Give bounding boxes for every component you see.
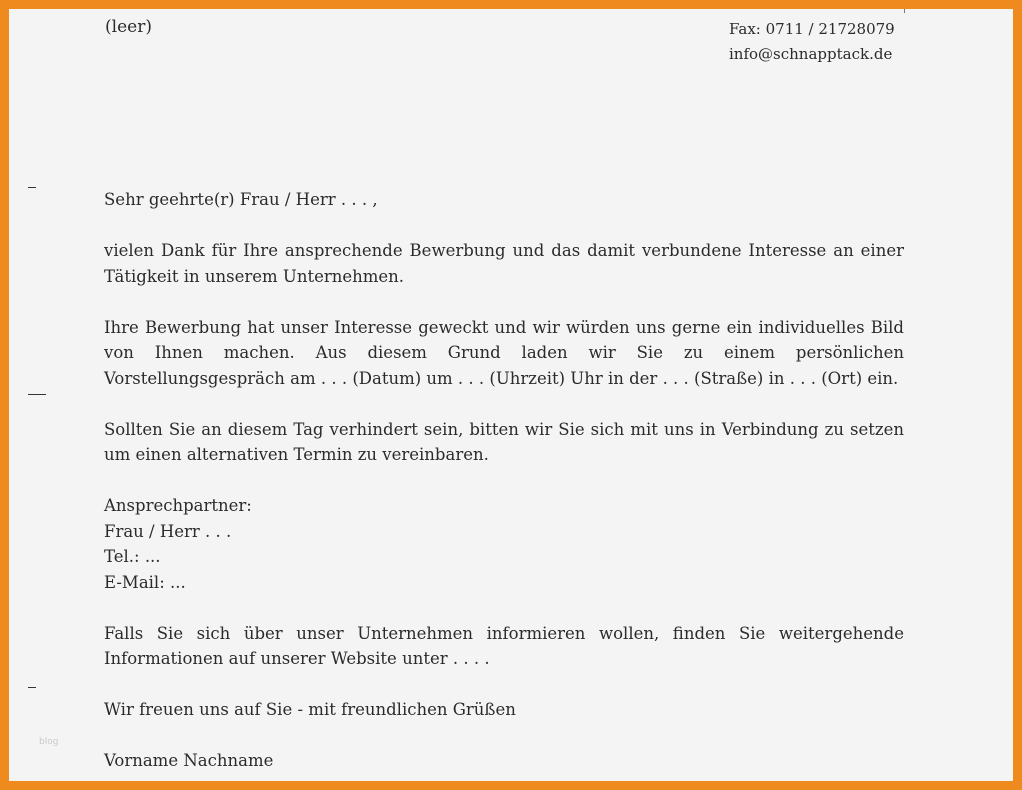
fold-mark-bottom: [28, 687, 36, 688]
paragraph-website: Falls Sie sich über unser Unternehmen informieren wollen, finden Sie weitergehende Informationen auf unserer Website unter . . . .: [104, 623, 904, 668]
paragraph-invitation: Ihre Bewerbung hat unser Interesse geweckt und wir würden uns gerne ein individuelles Bild von Ihnen machen. Aus diesem Grund laden wir Sie zu einem persönlichen Vorstellungsgespräch am . . . (Datum) um . . . (Uhrzeit) Uhr in der . . . (Straße) in . . . (Ort) ein.: [104, 317, 904, 388]
signature-name: Vorname Nachname: [104, 751, 274, 770]
fax-number: Fax: 0711 / 21728079: [729, 20, 895, 38]
letter-body: [104, 187, 904, 781]
contact-email: E-Mail: ...: [104, 572, 186, 592]
letter-page: [9, 9, 1013, 781]
sender-contact-block: [729, 17, 895, 67]
paragraph-reschedule: Sollten Sie an diesem Tag verhindert sein, bitten wir Sie sich mit uns in Verbindung zu setzen um einen alternativen Termin zu vereinbaren.: [104, 419, 904, 464]
cropped-text-mark: [904, 9, 905, 13]
fold-mark-top: [28, 187, 36, 188]
punch-mark: [28, 394, 46, 395]
contact-name: Frau / Herr . . .: [104, 521, 232, 541]
closing-line: Wir freuen uns auf Sie - mit freundlichen Grüßen: [104, 700, 516, 719]
email-address: info@schnapptack.de: [729, 45, 893, 63]
sender-name: (leer): [105, 17, 152, 37]
salutation: Sehr geehrte(r) Frau / Herr . . . ,: [104, 190, 378, 209]
paragraph-thanks: vielen Dank für Ihre ansprechende Bewerbung und das damit verbundene Interesse an einer Tätigkeit in unserem Unternehmen.: [104, 241, 904, 286]
contact-phone: Tel.: ...: [104, 547, 161, 566]
contact-heading: Ansprechpartner:: [104, 496, 252, 515]
watermark-logo: blog: [39, 737, 59, 747]
contact-person-block: [104, 493, 904, 595]
